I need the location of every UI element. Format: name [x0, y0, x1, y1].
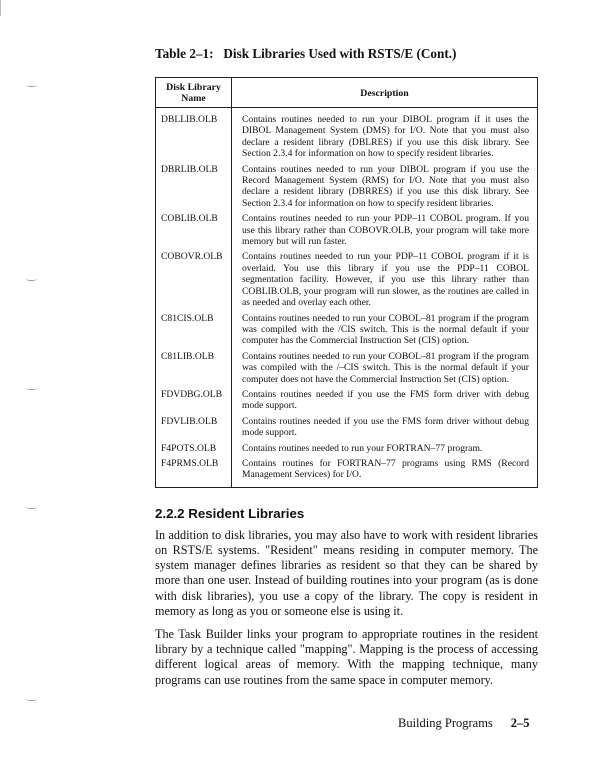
library-description: Contains routines needed to run your COBOL–81 program if the program was compiled with the /–CIS switch. This is the normal default if your computer does not have the Commercial Instruction Set (CIS) option. — [242, 350, 529, 385]
table-row — [156, 313, 538, 351]
library-name: F4PRMS.OLB — [156, 458, 232, 487]
body-paragraph: The Task Builder links your program to appropriate routines in the resident library by a technique called "mapping". Mapping is the process of accessing different logical areas of memory. With the mapping technique, many programs can use routines from the same space in computer memory. — [155, 627, 538, 687]
library-description: Contains routines needed to run your PDP–11 COBOL program. If you use this library rather than COBOVR.OLB, your program will take more memory but will run faster. — [242, 213, 529, 248]
table-row — [156, 458, 538, 487]
library-description: Contains routines for FORTRAN–77 programs using RMS (Record Management Services) for I/O. — [242, 457, 529, 481]
table-row — [156, 443, 538, 458]
footer-chapter-title: Building Programs — [398, 715, 493, 730]
table-row — [156, 351, 538, 389]
scan-edge-mark — [0, 0, 1, 16]
library-name: DBLLIB.OLB — [156, 108, 232, 164]
page-footer — [398, 716, 538, 731]
page-content — [155, 0, 538, 731]
library-name: DBRLIB.OLB — [156, 164, 232, 214]
table-row — [156, 213, 538, 251]
library-description: Contains routines needed if you use the FMS form driver with debug mode support. — [242, 388, 529, 412]
body-paragraph: In addition to disk libraries, you may also have to work with resident libraries on RSTS/E systems. "Resident" means residing in computer memory. The system manager defines libraries as resident so that they can be shared by more than one user. Instead of building routines into your program (as is done with disk libraries), you use a copy of the library. The copy is resident in memory as long as you or someone else is using it. — [155, 527, 538, 618]
binder-hole-mark — [26, 386, 37, 390]
library-name: FDVLIB.OLB — [156, 416, 232, 443]
table-row — [156, 164, 538, 214]
library-name: COBOVR.OLB — [156, 251, 232, 312]
binder-hole-mark — [26, 83, 37, 87]
table-title: Table 2–1: Disk Libraries Used with RSTS/E (Cont.) — [155, 46, 457, 61]
table-row — [156, 251, 538, 312]
library-name: F4POTS.OLB — [156, 443, 232, 458]
library-description: Contains routines needed if you use the FMS form driver without debug mode support. — [242, 415, 529, 439]
library-name: FDVDBG.OLB — [156, 389, 232, 416]
library-name: C81CIS.OLB — [156, 313, 232, 351]
table-header-row — [156, 78, 538, 108]
column-header-name: Disk Library Name — [156, 78, 232, 108]
binder-hole-mark — [26, 505, 37, 509]
table-row — [156, 416, 538, 443]
library-description: Contains routines needed to run your DIBOL program if it uses the DIBOL Management System (DMS) for I/O. Note that you must also declare a resident library (DBLRES) if you use this disk library. See Section 2.3.4 for information on how to specify resident libraries. — [242, 114, 529, 160]
column-header-description: Description — [232, 78, 538, 108]
binder-hole-mark — [26, 277, 37, 281]
library-name: COBLIB.OLB — [156, 213, 232, 251]
section-heading: 2.2.2 Resident Libraries — [155, 505, 305, 521]
library-description: Contains routines needed to run your FORTRAN–77 program. — [242, 442, 483, 454]
disk-libraries-table — [155, 77, 538, 488]
table-row — [156, 108, 538, 164]
library-description: Contains routines needed to run your DIBOL program if you use the Record Management System (RMS) for I/O. Note that you must also declare a resident library (DBRRES) if you use this disk library. See Section 2.3.4 for information on how to specify resident libraries. — [242, 163, 529, 209]
library-name: C81LIB.OLB — [156, 351, 232, 389]
table-row — [156, 389, 538, 416]
library-description: Contains routines needed to run your COBOL–81 program if the program was compiled with the /CIS switch. This is the normal default if your computer has the Commercial Instruction Set (CIS) option. — [242, 312, 529, 347]
library-description: Contains routines needed to run your PDP–11 COBOL program if it is overlaid. You use this library if you use the PDP–11 COBOL segmentation facility. However, if you use this library rather than COBLIB.OLB, your program will run slower, as the routines are called in as needed and overlay each other. — [242, 251, 529, 309]
page-number: 2–5 — [510, 715, 530, 730]
binder-hole-mark — [26, 697, 37, 701]
